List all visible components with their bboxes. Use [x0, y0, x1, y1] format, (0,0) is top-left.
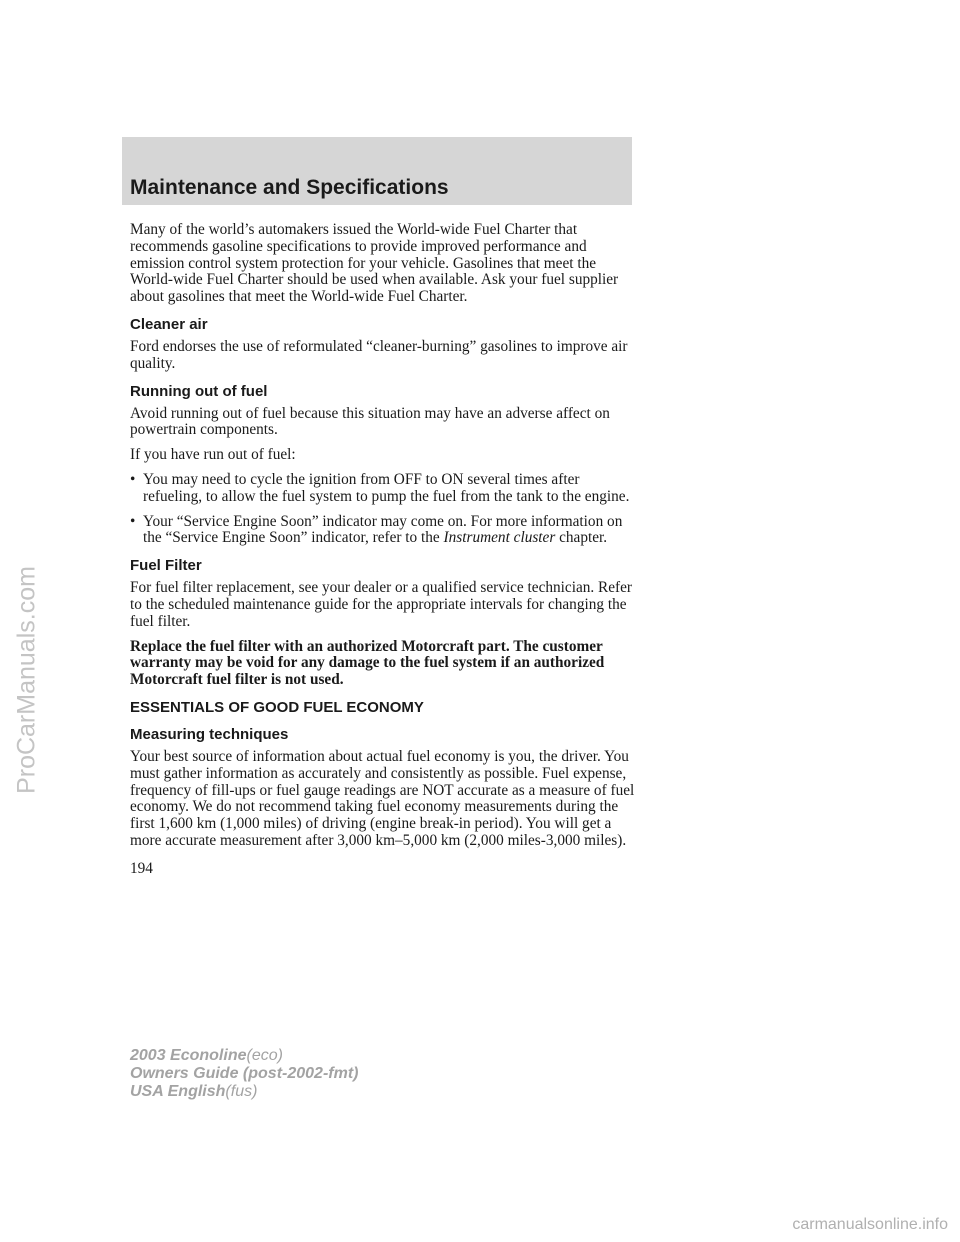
footer-language-code: (fus): [225, 1083, 258, 1100]
bullet-text-end: chapter.: [555, 529, 608, 547]
section-title: Maintenance and Specifications: [130, 176, 449, 199]
chapter-reference: Instrument cluster: [443, 529, 556, 547]
footer-model: 2003 Econoline: [130, 1047, 247, 1064]
footer-language-line: [130, 1083, 358, 1101]
cleaner-air-heading: Cleaner air: [130, 315, 208, 333]
running-out-heading: Running out of fuel: [130, 382, 268, 400]
footer-model-line: [130, 1047, 358, 1065]
watermark-label: ProCarManuals.com: [12, 566, 41, 794]
bullet-text: You may need to cycle the ignition from OFF to ON several times after refueling, to allow the fuel system to pump the fuel from the tank to the engine.: [143, 470, 630, 505]
footer-guide-line: Owners Guide (post-2002-fmt): [130, 1065, 359, 1082]
bullet-icon: •: [130, 470, 136, 488]
footer-model-code: (eco): [246, 1047, 283, 1064]
measuring-heading: Measuring techniques: [130, 725, 289, 743]
site-watermark: carmanualsonline.info: [792, 1216, 948, 1233]
intro-paragraph: Many of the world’s automakers issued the World-wide Fuel Charter that recommends gasoline specifications to provide improved performance and emission control system protection for your vehicle. Gasolines that meet the World-wide Fuel Charter should be used when available. Ask your fuel supplier about gasolines that meet the World-wide Fuel Charter.: [130, 221, 619, 306]
essentials-heading: ESSENTIALS OF GOOD FUEL ECONOMY: [130, 698, 424, 716]
bullet-icon: •: [130, 512, 136, 530]
measuring-paragraph: Your best source of information about actual fuel economy is you, the driver. You must gather information as accurately and consistently as possible. Fuel expense, frequency of fill-ups or fuel gauge readings are NOT accurate as a measure of fuel economy. We do not recommend taking fuel economy measurements during the first 1,600 km (1,000 miles) of driving (engine break-in period). You will get a more accurate measurement after 3,000 km–5,000 km (2,000 miles-3,000 miles).: [130, 747, 635, 849]
bullet-item-service-engine: [130, 514, 635, 548]
footer-language: USA English: [130, 1083, 226, 1100]
page-number: 194: [130, 859, 153, 877]
cleaner-air-paragraph: Ford endorses the use of reformulated “cleaner-burning” gasolines to improve air quality.: [130, 337, 628, 372]
fuel-filter-heading: Fuel Filter: [130, 557, 202, 575]
bullet-text-start: Your “Service Engine Soon” indicator may come on. For more information on the “Service Engine Soon” indicator, refer to the: [143, 512, 623, 547]
fuel-filter-warning: Replace the fuel filter with an authorized Motorcraft part. The customer warranty may be void for any damage to the fuel system if an authorized Motorcraft fuel filter is not used.: [130, 637, 605, 689]
watermark-text: [10, 500, 44, 860]
fuel-filter-paragraph: For fuel filter replacement, see your dealer or a qualified service technician. Refer to the scheduled maintenance guide for the appropriate intervals for changing the fuel filter.: [130, 579, 633, 630]
running-out-paragraph: Avoid running out of fuel because this situation may have an adverse affect on powertrain components.: [130, 404, 610, 439]
document-footer: [130, 1047, 358, 1101]
bullet-item-ignition: [130, 472, 635, 506]
section-header: [122, 137, 632, 205]
bullet-text: [143, 514, 635, 548]
run-out-intro: If you have run out of fuel:: [130, 446, 296, 464]
page-content: [130, 222, 635, 878]
